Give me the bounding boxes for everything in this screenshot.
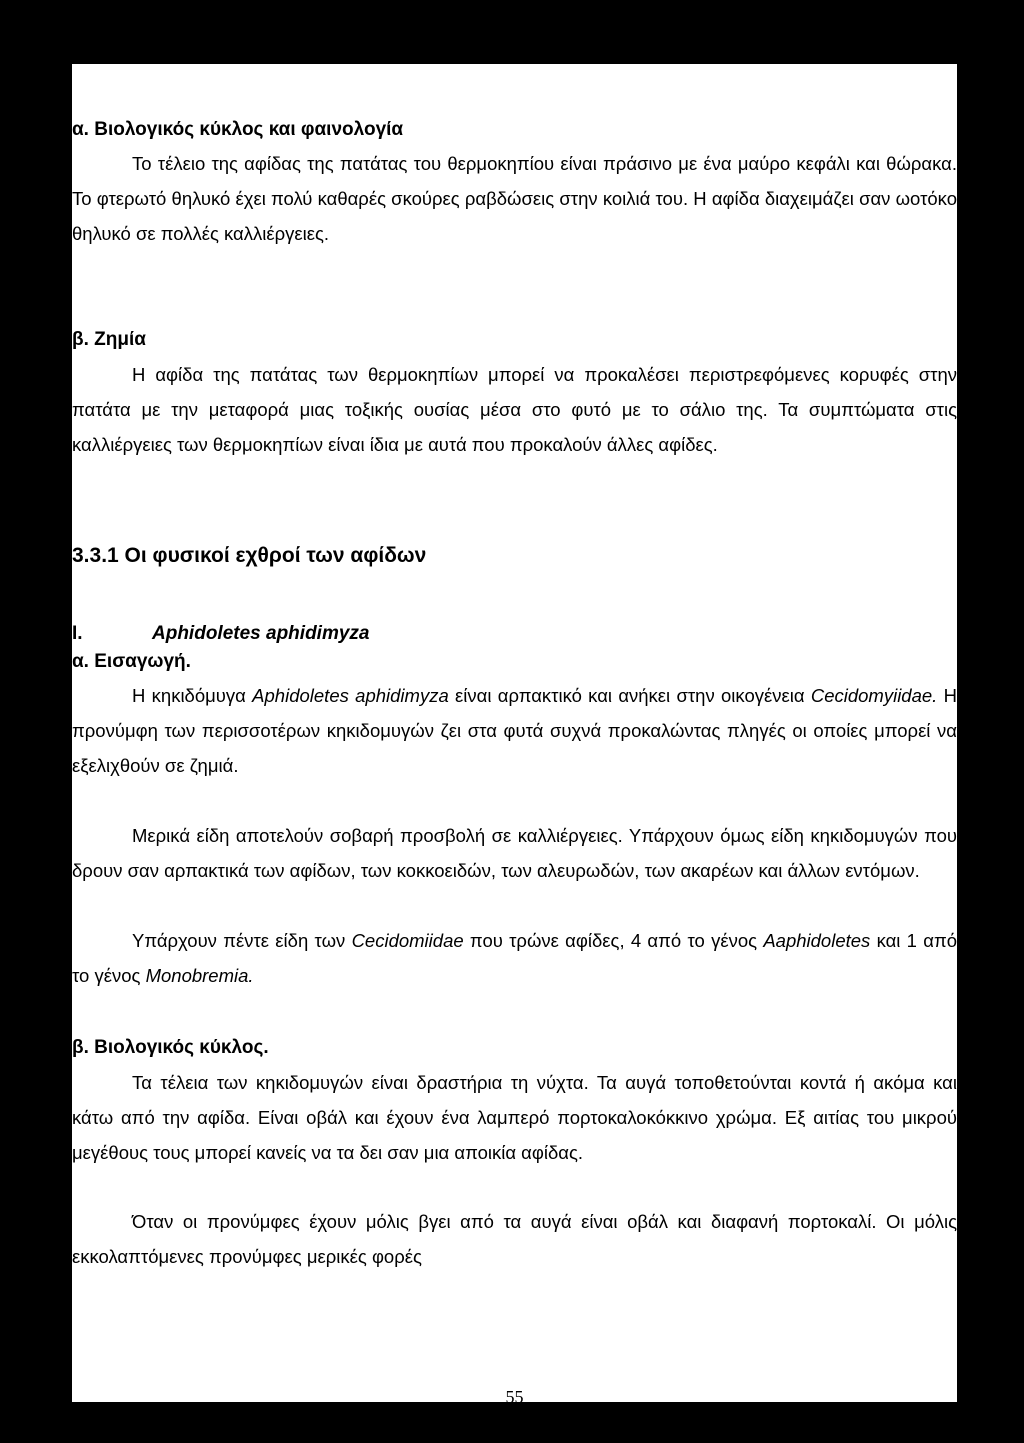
paragraph-life-cycle-2 xyxy=(72,1204,957,1274)
paragraph-intro-2 xyxy=(72,818,957,888)
text-run: που τρώνε αφίδες, 4 από το γένος xyxy=(463,930,764,951)
paragraph-text: Μερικά είδη αποτελούν σοβαρή προσβολή σε καλλιέργειες. Υπάρχουν όμως είδη κηκιδομυγών που δρουν σαν αρπακτικά των αφίδων, των κοκκοειδών, των αλευρωδών, των ακαρέων και άλλων εντόμων. xyxy=(72,825,957,881)
italic-family-name: Cecidomyiidae. xyxy=(810,685,938,706)
text-run: είναι αρπακτικό και ανήκει στην οικογένεια xyxy=(448,685,811,706)
italic-species-name: Aphidoletes aphidimyza xyxy=(252,685,449,706)
italic-genus-name: Monobremia. xyxy=(145,965,254,986)
species-heading xyxy=(72,621,957,647)
text-run: και 1 από το γένος xyxy=(72,930,958,986)
species-numeral: I. xyxy=(72,623,83,644)
section-title-natural-enemies: 3.3.1 Οι φυσικοί εχθροί των αφίδων xyxy=(72,544,427,567)
text-run: Η κηκιδόμυγα xyxy=(132,685,253,706)
italic-genus-name: Aaphidoletes xyxy=(763,930,871,951)
paragraph-text: Τα τέλεια των κηκιδομυγών είναι δραστήρια τη νύχτα. Τα αυγά τοποθετούνται κοντά ή ακόμα και κάτω από την αφίδα. Είναι οβάλ και έχουν ένα λαμπερό πορτοκαλοκόκκινο χρώμα. Εξ αιτίας του μικρού μεγέθους τους μπορεί κανείς να τα δει σαν μια αποικία αφίδας. xyxy=(72,1072,957,1163)
paragraph-life-cycle-1 xyxy=(72,1065,957,1170)
heading-life-cycle: β. Βιολογικός κύκλος. xyxy=(72,1037,269,1058)
heading-introduction: α. Εισαγωγή. xyxy=(72,651,191,672)
heading-damage: β. Ζημία xyxy=(72,329,146,350)
italic-family-name: Cecidomiidae xyxy=(351,930,464,951)
heading-biological-cycle-phenology: α. Βιολογικός κύκλος και φαινολογία xyxy=(72,119,404,140)
paragraph-intro-1 xyxy=(72,678,957,783)
paragraph-damage xyxy=(72,357,957,462)
page-number: 55 xyxy=(505,1387,524,1407)
text-run: Υπάρχουν πέντε είδη των xyxy=(132,930,352,951)
paragraph-text: Το τέλειο της αφίδας της πατάτας του θερμοκηπίου είναι πράσινο με ένα μαύρο κεφάλι και θώρακα. Το φτερωτό θηλυκό έχει πολύ καθαρές σκούρες ραβδώσεις στην κοιλιά του. Η αφίδα διαχειμάζει σαν ωοτόκο θηλυκό σε πολλές καλλιέργειες. xyxy=(72,153,957,244)
species-name: Aphidoletes aphidimyza xyxy=(152,623,370,644)
paragraph-text: Η αφίδα της πατάτας των θερμοκηπίων μπορεί να προκαλέσει περιστρεφόμενες κορυφές στην πατάτα με την μεταφορά μιας τοξικής ουσίας μέσα στο φυτό με το σάλιο της. Τα συμπτώματα στις καλλιέργειες των θερμοκηπίων είναι ίδια με αυτά που προκαλούν άλλες αφίδες. xyxy=(72,364,957,455)
text-run: Η προνύμφη των περισσοτέρων κηκιδομυγών ζει στα φυτά συχνά προκαλώντας πληγές οι οποίες μπορεί να εξελιχθούν σε ζημιά. xyxy=(72,685,957,776)
paragraph-text: Όταν οι προνύμφες έχουν μόλις βγει από τα αυγά είναι οβάλ και διαφανή πορτοκαλί. Οι μόλις εκκολαπτόμενες προνύμφες μερικές φορές xyxy=(72,1211,957,1267)
paragraph-adult-description xyxy=(72,146,957,251)
paragraph-intro-3 xyxy=(72,923,957,993)
document-page xyxy=(72,64,958,1407)
